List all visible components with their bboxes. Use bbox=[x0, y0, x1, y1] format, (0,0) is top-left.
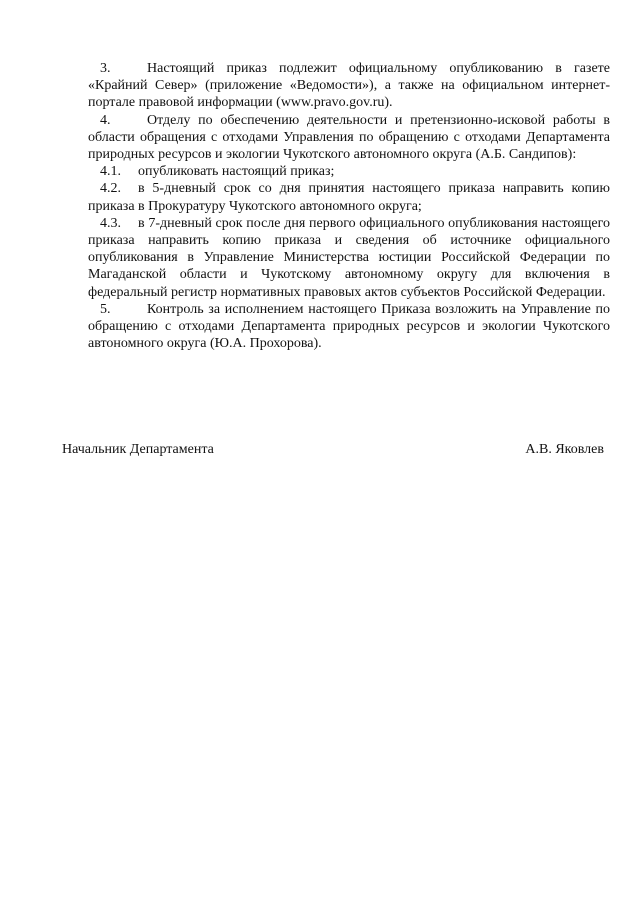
paragraph-text: в 5-дневный срок со дня принятия настоящего приказа направить копию приказа в Прокуратуру Чукотского автономного округа; bbox=[88, 181, 610, 214]
signature-name: А.В. Яковлев bbox=[525, 442, 604, 457]
paragraph-4-1 bbox=[88, 163, 610, 180]
paragraph-text: Отделу по обеспечению деятельности и претензионно-исковой работы в области обращения с отходами Управления по обращению с отходами Департамента природных ресурсов и экологии Чукотского автономного округа (А.Б. Сандипов): bbox=[88, 112, 610, 163]
paragraph-number: 4.1. bbox=[100, 164, 121, 180]
paragraph-number: 3. bbox=[100, 61, 111, 76]
paragraph-text: опубликовать настоящий приказ; bbox=[138, 164, 335, 180]
paragraph-number: 4.2. bbox=[100, 181, 121, 197]
paragraph-number: 5. bbox=[100, 301, 111, 317]
paragraph-text: Настоящий приказ подлежит официальному опубликованию в газете «Крайний Север» (приложение «Ведомости»), а также на официальном интернет-портале правовой информации (www.pravo.gov.ru). bbox=[88, 61, 610, 111]
paragraph-4-3 bbox=[88, 215, 610, 301]
paragraph-number: 4. bbox=[100, 112, 111, 128]
paragraph-number: 4.3. bbox=[100, 215, 121, 231]
paragraph-4-2 bbox=[88, 180, 610, 214]
paragraph-4 bbox=[88, 112, 610, 164]
paragraph-text: Контроль за исполнением настоящего Приказа возложить на Управление по обращению с отходами Департамента природных ресурсов и экологии Чукотского автономного округа (Ю.А. Прохорова). bbox=[88, 301, 610, 352]
paragraph-text: в 7-дневный срок после дня первого официального опубликования настоящего приказа направить копию приказа и сведения об источнике официального опубликования в Управление Министерства юстиции Российской Федерации по Магаданской области и Чукотскому автономному округу для включения в федеральный регистр нормативных правовых актов субъектов Российской Федерации. bbox=[88, 215, 610, 300]
paragraph-3 bbox=[88, 60, 610, 112]
paragraph-5 bbox=[88, 301, 610, 353]
order-body bbox=[88, 60, 610, 352]
signature-title: Начальник Департамента bbox=[62, 442, 214, 457]
